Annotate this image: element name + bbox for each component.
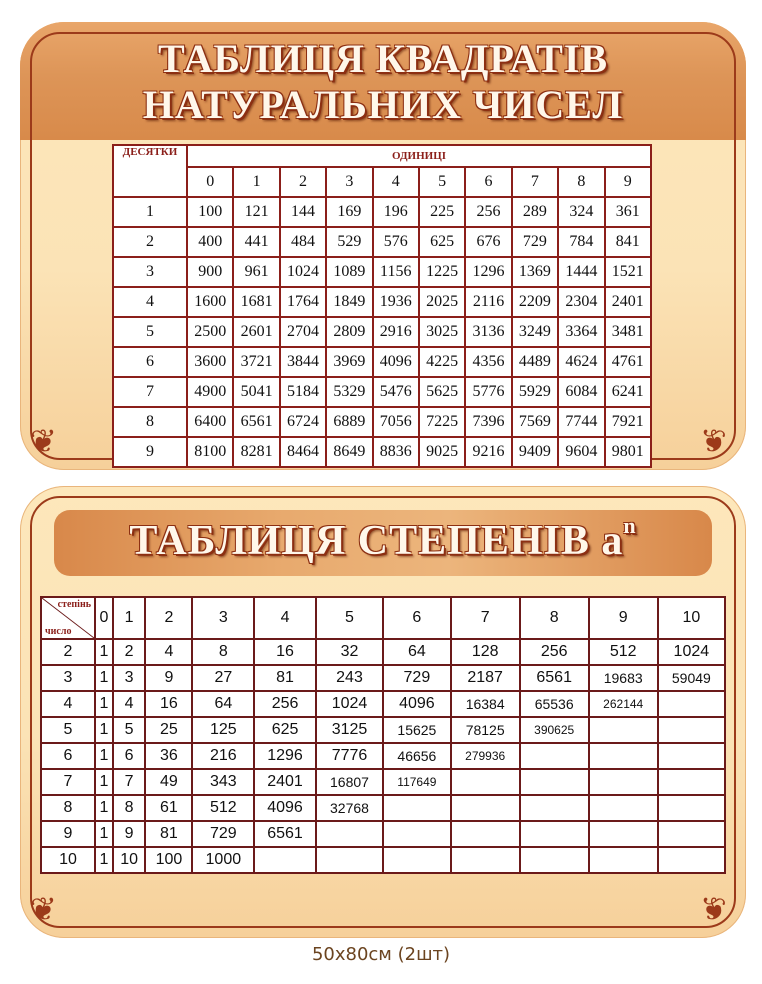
- unit-cell: 3: [326, 167, 372, 197]
- square-value-cell: 1296: [465, 257, 511, 287]
- power-value-cell: 16384: [451, 691, 520, 717]
- power-value-cell: 256: [520, 639, 589, 665]
- square-value-cell: 1521: [605, 257, 651, 287]
- power-value-cell: 65536: [520, 691, 589, 717]
- power-value-cell: [658, 717, 725, 743]
- square-value-cell: 100: [187, 197, 233, 227]
- power-value-cell: 1024: [316, 691, 383, 717]
- square-value-cell: 400: [187, 227, 233, 257]
- power-value-cell: 4: [145, 639, 192, 665]
- table-row: [113, 317, 651, 347]
- power-value-cell: 1: [95, 769, 113, 795]
- square-value-cell: 1444: [558, 257, 604, 287]
- power-value-cell: 2401: [254, 769, 316, 795]
- exponent-cell: 4: [254, 597, 316, 639]
- table-row: [113, 437, 651, 467]
- square-value-cell: 3969: [326, 347, 372, 377]
- square-value-cell: 3136: [465, 317, 511, 347]
- power-value-cell: 100: [145, 847, 192, 873]
- unit-cell: 4: [373, 167, 419, 197]
- table-row: [41, 717, 725, 743]
- power-value-cell: 729: [383, 665, 451, 691]
- power-value-cell: [451, 769, 520, 795]
- square-value-cell: 5476: [373, 377, 419, 407]
- power-value-cell: 7: [113, 769, 145, 795]
- square-value-cell: 1936: [373, 287, 419, 317]
- power-value-cell: 64: [192, 691, 254, 717]
- power-value-cell: 8: [113, 795, 145, 821]
- square-value-cell: 4356: [465, 347, 511, 377]
- square-value-cell: 5625: [419, 377, 465, 407]
- power-value-cell: [520, 795, 589, 821]
- square-value-cell: 484: [280, 227, 326, 257]
- table-row: [113, 227, 651, 257]
- table-row: [41, 821, 725, 847]
- power-value-cell: 81: [145, 821, 192, 847]
- square-value-cell: 9216: [465, 437, 511, 467]
- power-value-cell: 1024: [658, 639, 725, 665]
- square-value-cell: 1849: [326, 287, 372, 317]
- square-value-cell: 361: [605, 197, 651, 227]
- power-value-cell: 1: [95, 847, 113, 873]
- unit-cell: 9: [605, 167, 651, 197]
- square-value-cell: 8464: [280, 437, 326, 467]
- table-row: [41, 665, 725, 691]
- power-value-cell: [316, 847, 383, 873]
- square-value-cell: 3249: [512, 317, 558, 347]
- tens-cell: 2: [113, 227, 187, 257]
- unit-cell: 0: [187, 167, 233, 197]
- square-value-cell: 4761: [605, 347, 651, 377]
- table-row: [41, 691, 725, 717]
- square-value-cell: 1764: [280, 287, 326, 317]
- square-value-cell: 256: [465, 197, 511, 227]
- power-value-cell: 9: [113, 821, 145, 847]
- square-value-cell: 900: [187, 257, 233, 287]
- power-value-cell: 16: [145, 691, 192, 717]
- tens-cell: 9: [113, 437, 187, 467]
- power-value-cell: [658, 769, 725, 795]
- square-value-cell: 6561: [233, 407, 279, 437]
- power-value-cell: 15625: [383, 717, 451, 743]
- power-value-cell: 5: [113, 717, 145, 743]
- square-value-cell: 2916: [373, 317, 419, 347]
- power-value-cell: [589, 847, 658, 873]
- square-value-cell: 4624: [558, 347, 604, 377]
- power-value-cell: 390625: [520, 717, 589, 743]
- square-value-cell: 324: [558, 197, 604, 227]
- corner-header-cell: [41, 597, 95, 639]
- power-value-cell: [520, 821, 589, 847]
- power-value-cell: 49: [145, 769, 192, 795]
- table-row: [113, 407, 651, 437]
- exponent-cell: 5: [316, 597, 383, 639]
- square-value-cell: 5329: [326, 377, 372, 407]
- square-value-cell: 676: [465, 227, 511, 257]
- power-value-cell: 279936: [451, 743, 520, 769]
- square-value-cell: 729: [512, 227, 558, 257]
- power-value-cell: 1: [95, 691, 113, 717]
- power-value-cell: 36: [145, 743, 192, 769]
- corner-exponent-label: степінь: [57, 599, 91, 610]
- square-value-cell: 2209: [512, 287, 558, 317]
- square-value-cell: 1369: [512, 257, 558, 287]
- square-value-cell: 3481: [605, 317, 651, 347]
- square-value-cell: 144: [280, 197, 326, 227]
- power-value-cell: 128: [451, 639, 520, 665]
- base-cell: 4: [41, 691, 95, 717]
- tens-cell: 5: [113, 317, 187, 347]
- power-value-cell: 16: [254, 639, 316, 665]
- power-value-cell: 16807: [316, 769, 383, 795]
- power-value-cell: [589, 769, 658, 795]
- unit-cell: 6: [465, 167, 511, 197]
- square-value-cell: 7225: [419, 407, 465, 437]
- power-value-cell: 4: [113, 691, 145, 717]
- power-value-cell: 256: [254, 691, 316, 717]
- squares-title: [20, 36, 746, 128]
- powers-title-sup: n: [623, 513, 637, 538]
- square-value-cell: 7744: [558, 407, 604, 437]
- squares-panel: [20, 22, 746, 470]
- power-value-cell: 6561: [254, 821, 316, 847]
- column-header-label: ОДИНИЦІ: [187, 145, 651, 167]
- base-cell: 2: [41, 639, 95, 665]
- table-row: [41, 639, 725, 665]
- power-value-cell: [520, 847, 589, 873]
- power-value-cell: 8: [192, 639, 254, 665]
- exponent-cell: 1: [113, 597, 145, 639]
- base-cell: 7: [41, 769, 95, 795]
- square-value-cell: 9604: [558, 437, 604, 467]
- table-row: [113, 257, 651, 287]
- power-value-cell: [589, 717, 658, 743]
- square-value-cell: 2025: [419, 287, 465, 317]
- square-value-cell: 4900: [187, 377, 233, 407]
- power-value-cell: 1: [95, 743, 113, 769]
- power-value-cell: 1296: [254, 743, 316, 769]
- power-value-cell: 4096: [383, 691, 451, 717]
- power-value-cell: 1: [95, 639, 113, 665]
- power-value-cell: 625: [254, 717, 316, 743]
- exponent-cell: 6: [383, 597, 451, 639]
- square-value-cell: 4489: [512, 347, 558, 377]
- power-value-cell: 59049: [658, 665, 725, 691]
- square-value-cell: 8836: [373, 437, 419, 467]
- power-value-cell: [658, 847, 725, 873]
- exponent-cell: 7: [451, 597, 520, 639]
- square-value-cell: 6400: [187, 407, 233, 437]
- square-value-cell: 7396: [465, 407, 511, 437]
- power-value-cell: 125: [192, 717, 254, 743]
- power-value-cell: 1: [95, 665, 113, 691]
- powers-panel: [20, 486, 746, 938]
- base-cell: 5: [41, 717, 95, 743]
- power-value-cell: [658, 795, 725, 821]
- power-value-cell: 1: [95, 795, 113, 821]
- exponent-cell: 8: [520, 597, 589, 639]
- square-value-cell: 3364: [558, 317, 604, 347]
- square-value-cell: 9801: [605, 437, 651, 467]
- unit-cell: 7: [512, 167, 558, 197]
- power-value-cell: 81: [254, 665, 316, 691]
- power-value-cell: 32: [316, 639, 383, 665]
- square-value-cell: 7569: [512, 407, 558, 437]
- power-value-cell: 7776: [316, 743, 383, 769]
- tens-cell: 4: [113, 287, 187, 317]
- row-header-label: ДЕСЯТКИ: [113, 145, 187, 197]
- power-value-cell: [520, 743, 589, 769]
- squares-title-line2: НАТУРАЛЬНИХ ЧИСЕЛ: [142, 82, 624, 127]
- squares-title-line1: ТАБЛИЦЯ КВАДРАТІВ: [157, 36, 609, 81]
- power-value-cell: 19683: [589, 665, 658, 691]
- powers-table: [40, 596, 726, 874]
- corner-swirl-icon: ❦: [30, 423, 57, 459]
- square-value-cell: 961: [233, 257, 279, 287]
- table-row: [113, 377, 651, 407]
- square-value-cell: 1024: [280, 257, 326, 287]
- square-value-cell: 5929: [512, 377, 558, 407]
- power-value-cell: 61: [145, 795, 192, 821]
- table-row: [113, 197, 651, 227]
- power-value-cell: 27: [192, 665, 254, 691]
- square-value-cell: 9025: [419, 437, 465, 467]
- square-value-cell: 2304: [558, 287, 604, 317]
- square-value-cell: 8100: [187, 437, 233, 467]
- exponent-cell: 9: [589, 597, 658, 639]
- power-value-cell: 3: [113, 665, 145, 691]
- square-value-cell: 7056: [373, 407, 419, 437]
- power-value-cell: [254, 847, 316, 873]
- squares-table: [112, 144, 652, 468]
- power-value-cell: 243: [316, 665, 383, 691]
- square-value-cell: 3721: [233, 347, 279, 377]
- square-value-cell: 8281: [233, 437, 279, 467]
- square-value-cell: 5776: [465, 377, 511, 407]
- power-value-cell: 2: [113, 639, 145, 665]
- power-value-cell: 512: [589, 639, 658, 665]
- square-value-cell: 2809: [326, 317, 372, 347]
- power-value-cell: [383, 821, 451, 847]
- square-value-cell: 6724: [280, 407, 326, 437]
- power-value-cell: 1000: [192, 847, 254, 873]
- table-row: [113, 347, 651, 377]
- unit-cell: 1: [233, 167, 279, 197]
- power-value-cell: 1: [95, 717, 113, 743]
- power-value-cell: 2187: [451, 665, 520, 691]
- table-row: [41, 795, 725, 821]
- exponent-header-row: [41, 597, 725, 639]
- tens-cell: 3: [113, 257, 187, 287]
- unit-cell: 5: [419, 167, 465, 197]
- base-cell: 10: [41, 847, 95, 873]
- square-value-cell: 1681: [233, 287, 279, 317]
- powers-title: [20, 513, 746, 566]
- size-caption: 50x80см (2шт): [311, 944, 451, 965]
- power-value-cell: [383, 795, 451, 821]
- power-value-cell: 10: [113, 847, 145, 873]
- exponent-cell: 2: [145, 597, 192, 639]
- power-value-cell: [451, 847, 520, 873]
- power-value-cell: [520, 769, 589, 795]
- power-value-cell: 117649: [383, 769, 451, 795]
- square-value-cell: 4225: [419, 347, 465, 377]
- square-value-cell: 2116: [465, 287, 511, 317]
- square-value-cell: 2500: [187, 317, 233, 347]
- square-value-cell: 6889: [326, 407, 372, 437]
- square-value-cell: 4096: [373, 347, 419, 377]
- square-value-cell: 3844: [280, 347, 326, 377]
- square-value-cell: 121: [233, 197, 279, 227]
- power-value-cell: [589, 821, 658, 847]
- powers-title-text: ТАБЛИЦЯ СТЕПЕНІВ a: [129, 518, 624, 564]
- exponent-cell: 3: [192, 597, 254, 639]
- square-value-cell: 8649: [326, 437, 372, 467]
- power-value-cell: 46656: [383, 743, 451, 769]
- tens-cell: 1: [113, 197, 187, 227]
- square-value-cell: 6084: [558, 377, 604, 407]
- power-value-cell: [589, 743, 658, 769]
- square-value-cell: 441: [233, 227, 279, 257]
- square-value-cell: 196: [373, 197, 419, 227]
- corner-swirl-icon: ❦: [30, 891, 57, 927]
- corner-swirl-icon: ❦: [700, 891, 727, 927]
- power-value-cell: [658, 821, 725, 847]
- power-value-cell: 64: [383, 639, 451, 665]
- unit-cell: 2: [280, 167, 326, 197]
- square-value-cell: 529: [326, 227, 372, 257]
- square-value-cell: 625: [419, 227, 465, 257]
- table-row: [41, 847, 725, 873]
- power-value-cell: 6: [113, 743, 145, 769]
- power-value-cell: [589, 795, 658, 821]
- power-value-cell: [383, 847, 451, 873]
- base-cell: 6: [41, 743, 95, 769]
- square-value-cell: 169: [326, 197, 372, 227]
- units-row: [113, 167, 651, 197]
- square-value-cell: 3025: [419, 317, 465, 347]
- square-value-cell: 841: [605, 227, 651, 257]
- square-value-cell: 289: [512, 197, 558, 227]
- square-value-cell: 5041: [233, 377, 279, 407]
- square-value-cell: 2601: [233, 317, 279, 347]
- power-value-cell: 3125: [316, 717, 383, 743]
- table-row: [41, 769, 725, 795]
- exponent-cell: 0: [95, 597, 113, 639]
- power-value-cell: 25: [145, 717, 192, 743]
- power-value-cell: [316, 821, 383, 847]
- squares-header-row: [113, 145, 651, 167]
- power-value-cell: 512: [192, 795, 254, 821]
- power-value-cell: 343: [192, 769, 254, 795]
- power-value-cell: [451, 821, 520, 847]
- tens-cell: 6: [113, 347, 187, 377]
- square-value-cell: 576: [373, 227, 419, 257]
- square-value-cell: 5184: [280, 377, 326, 407]
- square-value-cell: 7921: [605, 407, 651, 437]
- square-value-cell: 784: [558, 227, 604, 257]
- power-value-cell: 262144: [589, 691, 658, 717]
- square-value-cell: 6241: [605, 377, 651, 407]
- square-value-cell: 1156: [373, 257, 419, 287]
- power-value-cell: [658, 743, 725, 769]
- power-value-cell: 9: [145, 665, 192, 691]
- corner-swirl-icon: ❦: [700, 423, 727, 459]
- power-value-cell: 32768: [316, 795, 383, 821]
- power-value-cell: 729: [192, 821, 254, 847]
- base-cell: 9: [41, 821, 95, 847]
- power-value-cell: 6561: [520, 665, 589, 691]
- exponent-cell: 10: [658, 597, 725, 639]
- tens-cell: 8: [113, 407, 187, 437]
- table-row: [113, 287, 651, 317]
- power-value-cell: [658, 691, 725, 717]
- unit-cell: 8: [558, 167, 604, 197]
- base-cell: 3: [41, 665, 95, 691]
- square-value-cell: 1089: [326, 257, 372, 287]
- corner-base-label: число: [45, 626, 72, 637]
- power-value-cell: [451, 795, 520, 821]
- base-cell: 8: [41, 795, 95, 821]
- power-value-cell: 1: [95, 821, 113, 847]
- table-row: [41, 743, 725, 769]
- square-value-cell: 2704: [280, 317, 326, 347]
- square-value-cell: 1225: [419, 257, 465, 287]
- tens-cell: 7: [113, 377, 187, 407]
- power-value-cell: 216: [192, 743, 254, 769]
- square-value-cell: 2401: [605, 287, 651, 317]
- power-value-cell: 78125: [451, 717, 520, 743]
- square-value-cell: 225: [419, 197, 465, 227]
- square-value-cell: 1600: [187, 287, 233, 317]
- square-value-cell: 9409: [512, 437, 558, 467]
- square-value-cell: 3600: [187, 347, 233, 377]
- power-value-cell: 4096: [254, 795, 316, 821]
